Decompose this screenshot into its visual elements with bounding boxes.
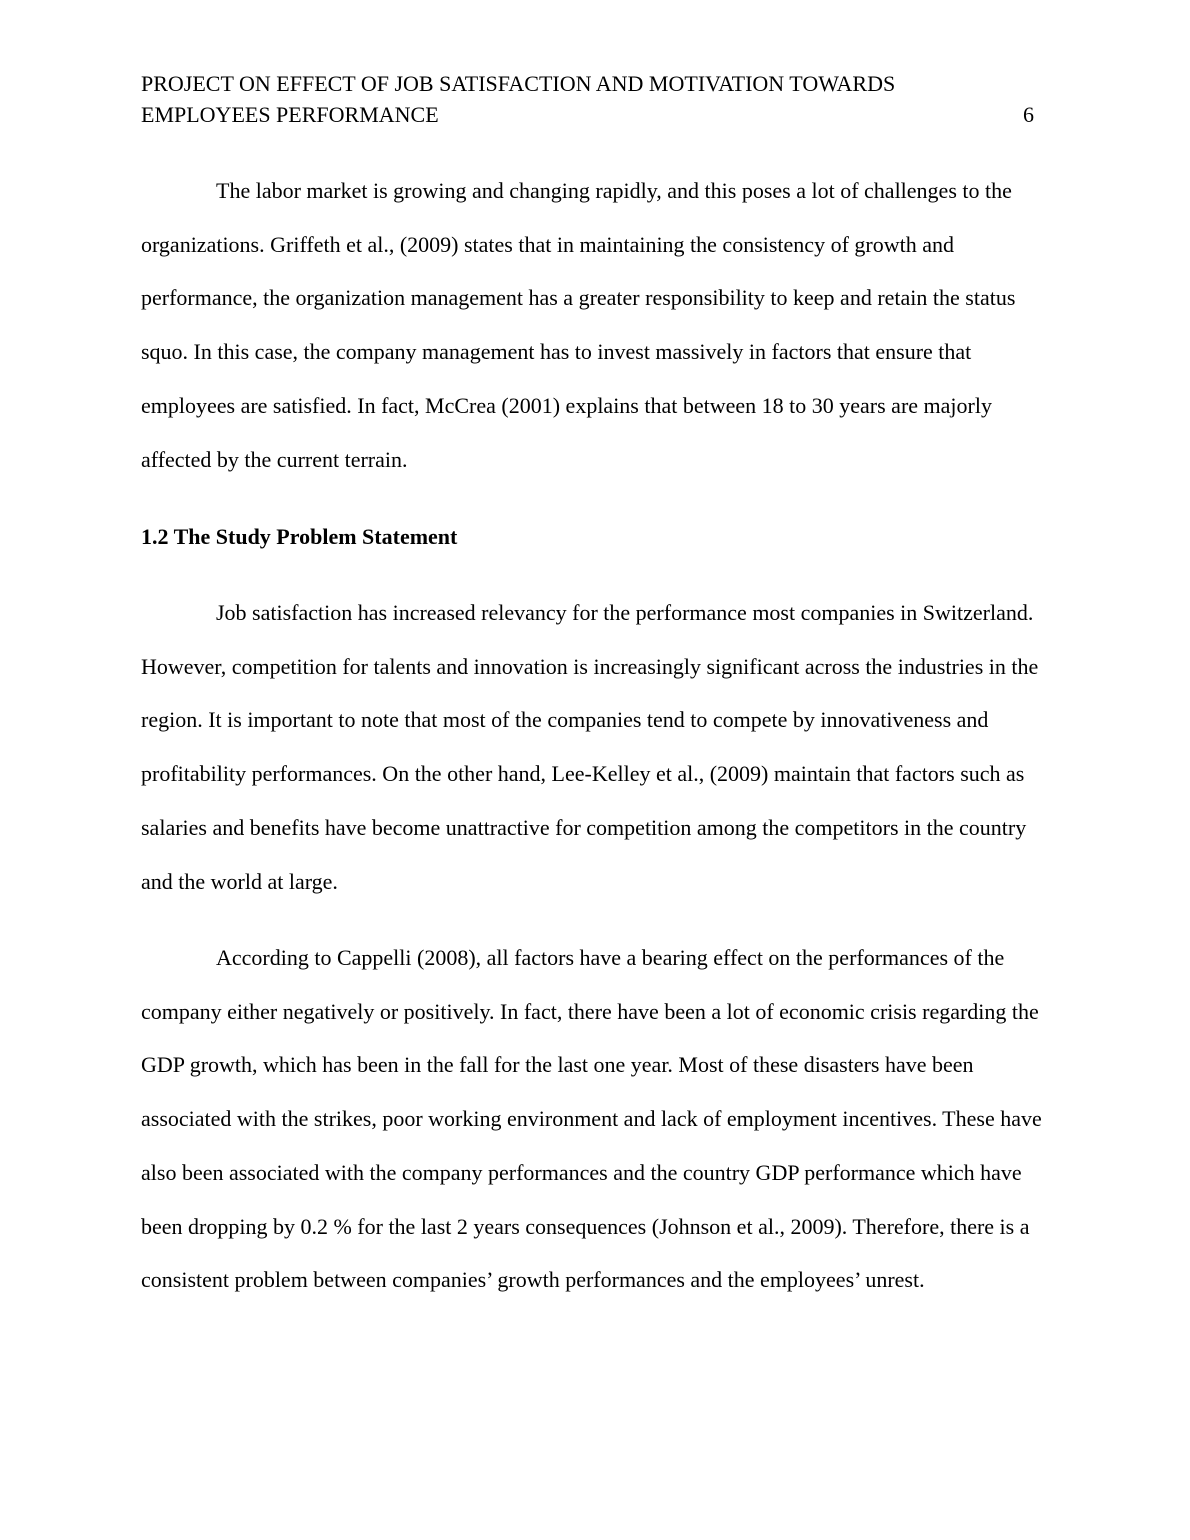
paragraph-block-problem bbox=[141, 586, 1051, 908]
page-number: 6 bbox=[1023, 102, 1034, 127]
body-paragraph: According to Cappelli (2008), all factors have a bearing effect on the performances of the company either negatively or positively. In fact, there have been a lot of economic crisis regarding the GDP growth, which has been in the fall for the last one year. Most of these disasters have been associated with the strikes, poor working environment and lack of employment incentives. These have also been associated with the company performances and the country GDP performance which have been dropping by 0.2 % for the last 2 years consequences (Johnson et al., 2009). Therefore, there is a consistent problem between companies’ growth performances and the employees’ unrest. bbox=[141, 945, 1042, 1293]
running-head bbox=[141, 68, 1034, 130]
running-head-title: PROJECT ON EFFECT OF JOB SATISFACTION AND MOTIVATION TOWARDS EMPLOYEES PERFORMANCE bbox=[141, 71, 896, 127]
body-paragraph: The labor market is growing and changing rapidly, and this poses a lot of challenges to the organizations. Griffeth et al., (2009) states that in maintaining the consistency of growth and performance, the organization management has a greater responsibility to keep and retain the status squo. In this case, the company management has to invest massively in factors that ensure that employees are satisfied. In fact, McCrea (2001) explains that between 18 to 30 years are majorly affected by the current terrain. bbox=[141, 178, 1016, 472]
paragraph-block-intro bbox=[141, 164, 1051, 486]
section-heading: 1.2 The Study Problem Statement bbox=[141, 524, 458, 549]
body-paragraph: Job satisfaction has increased relevancy for the performance most companies in Switzerland. However, competition for talents and innovation is increasingly significant across the industries in the region. It is important to note that most of the companies tend to compete by innovativeness and profitability performances. On the other hand, Lee-Kelley et al., (2009) maintain that factors such as salaries and benefits have become unattractive for competition among the competitors in the country and the world at large. bbox=[141, 600, 1039, 894]
paragraph-block-cappelli bbox=[141, 931, 1051, 1307]
